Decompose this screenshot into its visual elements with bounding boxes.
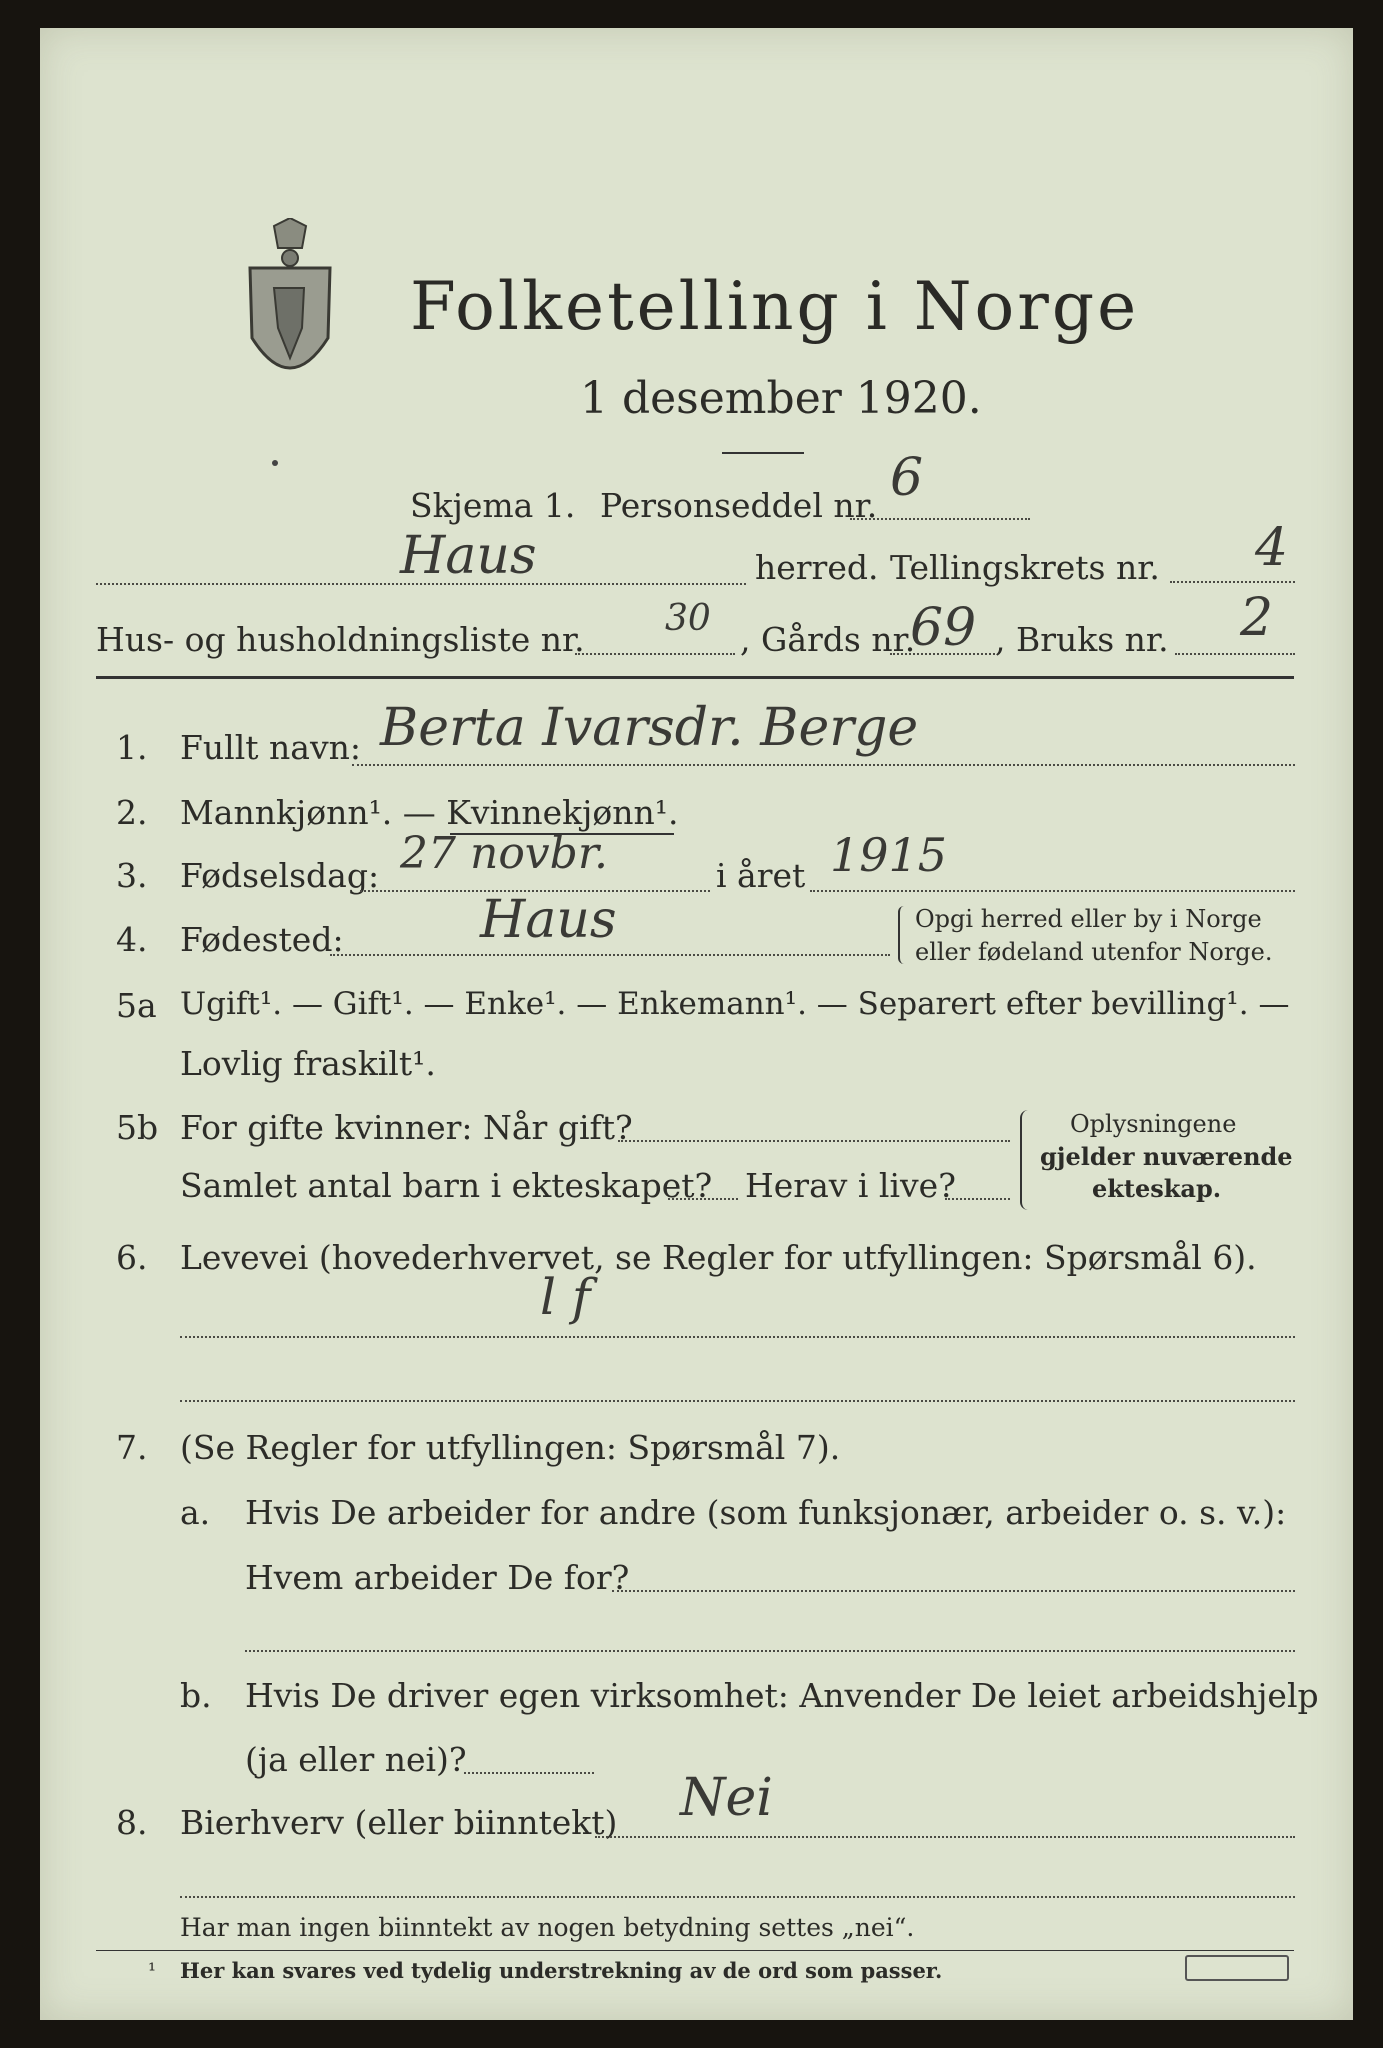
- q8-label: Bierhverv (eller biinntekt): [180, 1803, 618, 1842]
- coat-of-arms-icon: [244, 218, 336, 402]
- q5b-number: 5b: [116, 1108, 159, 1147]
- form-title: Folketelling i Norge: [410, 268, 1140, 345]
- q5b-when-married-line: [618, 1140, 1010, 1142]
- q5b-when-married-label: For gifte kvinner: Når gift?: [180, 1108, 633, 1147]
- census-form-page: [40, 28, 1353, 2020]
- q4-label: Fødested:: [180, 920, 344, 959]
- q3-value[interactable]: 27 novbr.: [400, 828, 609, 879]
- q6-line1: [180, 1336, 1295, 1338]
- q5a-number: 5a: [116, 986, 157, 1025]
- husliste-label: Hus- og husholdningsliste nr.: [96, 620, 585, 659]
- personseddel-label: Personseddel nr.: [600, 486, 878, 525]
- tellingskrets-line: [1170, 581, 1295, 583]
- personseddel-line: [850, 518, 1030, 520]
- q5b-alive-line: [945, 1198, 1010, 1200]
- q7-number: 7.: [116, 1428, 148, 1467]
- q8-value[interactable]: Nei: [680, 1768, 773, 1828]
- q7b-text: Hvis De driver egen virksomhet: Anvender De leiet arbeidshjelp: [245, 1676, 1319, 1715]
- q4-number: 4.: [116, 920, 148, 959]
- herred-label: herred.: [755, 548, 879, 587]
- q6-line2: [180, 1400, 1295, 1402]
- q7b-line: [464, 1772, 594, 1774]
- printer-stamp: [1185, 1955, 1289, 1981]
- q4-brace: [898, 906, 908, 964]
- header-divider: [96, 676, 1294, 679]
- q1-value[interactable]: Berta Ivarsdr. Berge: [380, 698, 919, 758]
- q7-label: (Se Regler for utfyllingen: Spørsmål 7).: [180, 1428, 841, 1467]
- bruks-value[interactable]: 2: [1240, 588, 1274, 648]
- q5b-alive-label: Herav i live?: [745, 1166, 956, 1205]
- herred-value[interactable]: Haus: [400, 526, 537, 586]
- q4-note-line2: eller fødeland utenfor Norge.: [915, 938, 1273, 966]
- bruks-label: , Bruks nr.: [995, 620, 1169, 659]
- footnote-divider: [96, 1950, 1294, 1951]
- paper-mark: [272, 460, 278, 466]
- q4-note-line1: Opgi herred eller by i Norge: [915, 905, 1262, 933]
- q2-text: Mannkjønn¹. — Kvinnekjønn¹.: [180, 793, 679, 832]
- q5b-note-line3: ekteskap.: [1092, 1174, 1222, 1203]
- q3-year-label: i året: [716, 856, 806, 895]
- q7b-text-line2: (ja eller nei)?: [245, 1740, 467, 1779]
- q8-note: Har man ingen biinntekt av nogen betydning settes „nei“.: [180, 1913, 915, 1942]
- q5b-brace: [1020, 1110, 1032, 1210]
- q7a-text-line2: Hvem arbeider De for?: [245, 1558, 630, 1597]
- q5b-note-line2: gjelder nuværende: [1040, 1142, 1293, 1171]
- q3-number: 3.: [116, 856, 148, 895]
- q7a-letter: a.: [180, 1493, 211, 1532]
- q1-line: [352, 764, 1295, 766]
- q7a-line1: [612, 1590, 1295, 1592]
- tellingskrets-label: Tellingskrets nr.: [890, 548, 1160, 587]
- q7b-letter: b.: [180, 1676, 212, 1715]
- q8-line1: [595, 1836, 1295, 1838]
- q8-number: 8.: [116, 1803, 148, 1842]
- footnote-text: Her kan svares ved tydelig understrekning av de ord som passer.: [180, 1958, 943, 1983]
- husliste-line: [575, 653, 735, 655]
- q4-line: [330, 954, 890, 956]
- tellingskrets-value[interactable]: 4: [1255, 518, 1289, 578]
- q5b-children-label: Samlet antal barn i ekteskapet?: [180, 1166, 713, 1205]
- q3-year-value[interactable]: 1915: [830, 828, 948, 882]
- gards-label: , Gårds nr.: [740, 620, 916, 659]
- husliste-value[interactable]: 30: [665, 598, 711, 639]
- q7a-line2: [245, 1650, 1295, 1652]
- q6-number: 6.: [116, 1238, 148, 1277]
- q5b-children-line: [668, 1198, 738, 1200]
- q6-label: Levevei (hovederhvervet, se Regler for utfyllingen: Spørsmål 6).: [180, 1238, 1257, 1277]
- q1-label: Fullt navn:: [180, 728, 361, 767]
- q4-value[interactable]: Haus: [480, 890, 617, 950]
- q3-year-line: [810, 890, 1295, 892]
- skjema-label: Skjema 1.: [410, 486, 576, 525]
- footnote-mark: ¹: [148, 1958, 157, 1982]
- personseddel-value[interactable]: 6: [890, 448, 924, 508]
- q5a-text: Ugift¹. — Gift¹. — Enke¹. — Enkemann¹. — Separert efter bevilling¹. —: [180, 986, 1290, 1022]
- title-divider: [722, 452, 804, 454]
- q5b-note-line1: Oplysningene: [1070, 1110, 1237, 1138]
- gards-value[interactable]: 69: [910, 598, 977, 658]
- q5a-text-line2: Lovlig fraskilt¹.: [180, 1044, 436, 1083]
- q6-value[interactable]: l f: [540, 1268, 591, 1326]
- census-date: 1 desember 1920.: [580, 373, 982, 424]
- bruks-line: [1175, 653, 1295, 655]
- q1-number: 1.: [116, 728, 148, 767]
- q7a-text: Hvis De arbeider for andre (som funksjonær, arbeider o. s. v.):: [245, 1493, 1287, 1532]
- q8-line2: [180, 1896, 1295, 1898]
- q3-label: Fødselsdag:: [180, 856, 380, 895]
- q2-number: 2.: [116, 793, 148, 832]
